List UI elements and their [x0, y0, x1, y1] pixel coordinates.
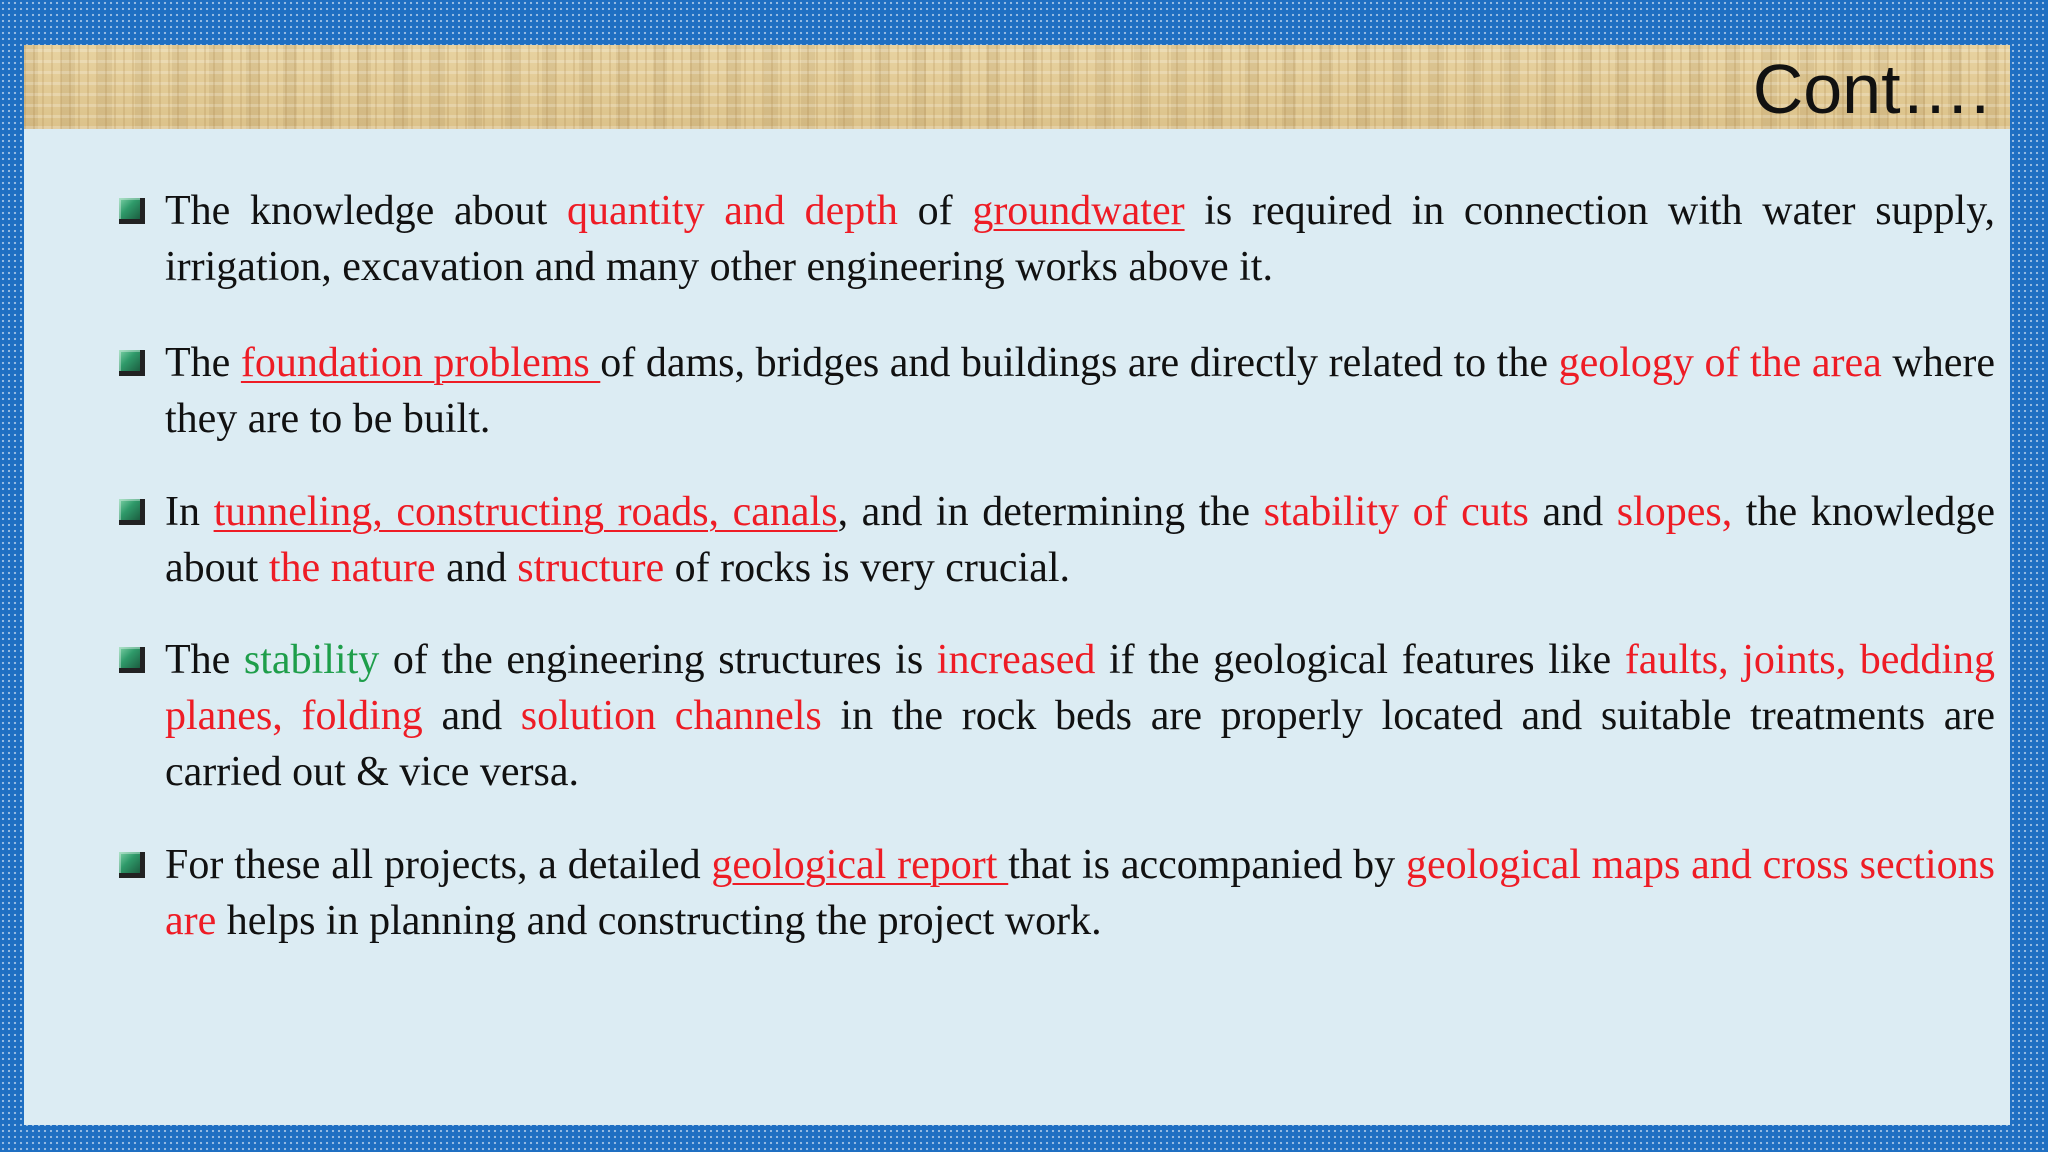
- bullet-text: The: [165, 340, 241, 386]
- slide-title: Cont….: [1752, 50, 1990, 128]
- highlight-text: slopes,: [1616, 489, 1733, 535]
- highlight-text: increased: [936, 637, 1096, 683]
- bullet-text: of dams, bridges and buildings are directly related to the: [600, 340, 1559, 386]
- bullet-square-icon: [119, 647, 145, 673]
- highlight-text: geology of the area: [1558, 340, 1882, 386]
- bullet-text: of the engineering structures is: [379, 637, 937, 683]
- bullet-item: [165, 837, 1995, 949]
- bullet-square-icon: [119, 198, 145, 224]
- bullet-text: and: [422, 693, 521, 739]
- highlight-text: faults, joints, bedding planes, folding: [165, 637, 1996, 739]
- bullet-text: of rocks is very crucial.: [664, 545, 1071, 591]
- bullet-text: , and in determining the: [837, 489, 1264, 535]
- highlight-text: the nature: [268, 545, 436, 591]
- highlight-underlined-text: geological report: [711, 842, 1009, 888]
- bullet-text: that is accompanied by: [1008, 842, 1406, 888]
- bullet-text: The: [165, 637, 244, 683]
- bullet-text: the knowledge about: [165, 489, 1995, 591]
- bullet-item: [165, 183, 1995, 295]
- highlight-underlined-text: tunneling, constructing roads, canals: [213, 489, 838, 535]
- highlight-text: geological maps and cross sections are: [165, 842, 1995, 944]
- bullet-square-icon: [119, 852, 145, 878]
- bullet-text: helps in planning and constructing the project work.: [216, 898, 1102, 944]
- highlight-text: stability of cuts: [1263, 489, 1529, 535]
- highlight-text: structure: [517, 545, 665, 591]
- bullet-text: For these all projects, a detailed: [165, 842, 712, 888]
- bullet-text: and: [1528, 489, 1617, 535]
- bullet-item: [165, 484, 1995, 596]
- highlight-underlined-text: foundation problems: [240, 340, 601, 386]
- slide: [24, 45, 2010, 1125]
- bullet-text: and: [435, 545, 518, 591]
- bullet-text: where they are to be built.: [165, 340, 1995, 442]
- bullet-text: The knowledge about: [165, 188, 567, 234]
- bullet-text: is required in connection with water supply, irrigation, excavation and many other engineering works above it.: [165, 188, 1995, 290]
- highlight-green-text: stability: [243, 637, 380, 683]
- bullet-square-icon: [119, 499, 145, 525]
- bullet-text: in the rock beds are properly located and suitable treatments are carried out & vice versa.: [165, 693, 1995, 795]
- bullet-square-icon: [119, 350, 145, 376]
- highlight-text: quantity and depth: [566, 188, 898, 234]
- bullet-text: if the geological features like: [1095, 637, 1625, 683]
- title-band: [24, 45, 2010, 129]
- bullet-item: [165, 335, 1995, 447]
- bullet-item: [165, 632, 1995, 800]
- bullet-text: In: [165, 489, 214, 535]
- bullet-text: of: [897, 188, 973, 234]
- highlight-underlined-text: groundwater: [972, 188, 1185, 234]
- highlight-text: solution channels: [520, 693, 822, 739]
